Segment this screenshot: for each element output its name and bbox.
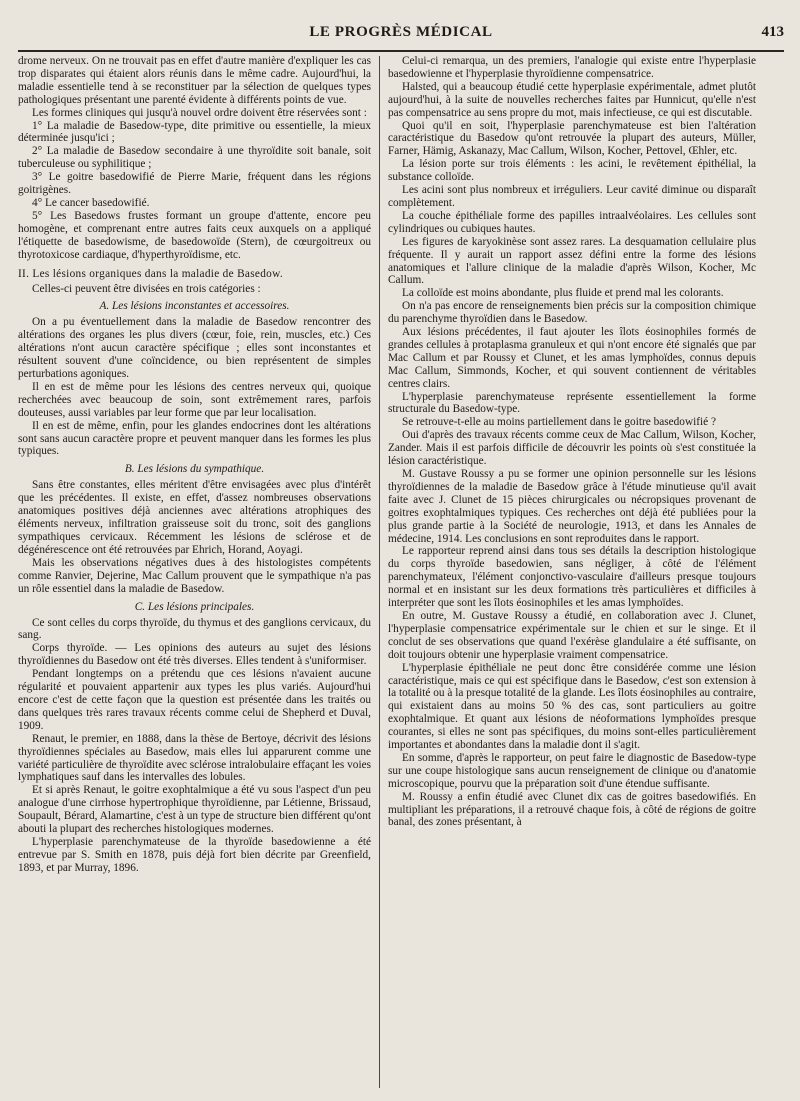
- paragraph: Il en est de même pour les lésions des centres nerveux qui, quoique recherchées avec beaucoup de soin, sont extrêmement rares, parfois douteuses, aussi variables par leur forme que par leur localisation.: [18, 380, 371, 419]
- list-item: 4° Le cancer basedowifié.: [32, 196, 150, 209]
- paragraph: Aux lésions précédentes, il faut ajouter les îlots éosinophiles formés de grandes cellules à protaplasma granuleux et qui n'ont encore été signalés que par Mac Callum et par Roussy et Clunet, et les amas lymphoïdes, connus depuis Mac Callum, Simmonds, Kocher, et qui souvent contiennent de véritables centres clairs.: [388, 326, 756, 390]
- paragraph: La lésion porte sur trois éléments : les acini, le revêtement épithélial, la substance colloïde.: [388, 158, 756, 184]
- page-number: 413: [761, 24, 784, 40]
- paragraph: L'hyperplasie épithéliale ne peut donc être considérée comme une lésion caractéristique, mais ce qui est spécifique dans le Basedow, c'est son extension à la totalité ou à la presque totalité de la glande. Les îlots éosinophiles au contraire, qui existaient dans au moins 50 % des cas, sont particuliers au goitre exophtalmique. Et quant aux lésions de néoformations lymphoïdes presque courantes, si elles ne sont pas spécifiques, du moins sont-elles particulièrement importantes et abondantes dans la maladie dont il s'agit.: [388, 661, 756, 752]
- paragraph: Celui-ci remarqua, un des premiers, l'analogie qui existe entre l'hyperplasie basedowienne et l'hyperplasie thyroïdienne compensatrice.: [388, 55, 756, 80]
- paragraph: Les formes cliniques qui jusqu'à nouvel ordre doivent être réservées sont :: [32, 106, 367, 119]
- paragraph: Les figures de karyokinèse sont assez rares. La desquamation cellulaire plus fréquente. Il y aurait un rapport assez défini entre la forme des lésions anatomiques et l'allure clinique de la maladie d'après Wilson, Kocher, Mc Callum.: [388, 235, 756, 287]
- subsection-heading: C. Les lésions principales.: [134, 600, 255, 613]
- paragraph: En somme, d'après le rapporteur, on peut faire le diagnostic de Basedow-type sur une coupe histologique sans aucun renseignement de clinique ou d'anatomie microscopique, pourvu que la préparation soit d'une étendue suffisante.: [388, 751, 756, 790]
- paragraph: Les acini sont plus nombreux et irréguliers. Leur cavité diminue ou disparaît complètement.: [388, 184, 756, 209]
- paragraph: Le rapporteur reprend ainsi dans tous ses détails la description histologique du corps thyroïde basedowien, sans négliger, à côté de l'élément parenchymateux, l'élément conjonctivo-vasculaire d'ailleurs presque toujours normal et en insistant sur les deux formations très particulières et difficiles à interpréter que sont les îlots éosinophiles et les amas lymphoïdes.: [388, 545, 756, 610]
- list-item: 2° La maladie de Basedow secondaire à une thyroïdite soit banale, soit tuberculeuse ou syphilitique ;: [18, 145, 371, 171]
- subsection-heading: B. Les lésions du sympathique.: [124, 463, 265, 476]
- list-item: 1° La maladie de Basedow-type, dite primitive ou essentielle, la mieux déterminée jusqu'ici ;: [18, 119, 371, 145]
- paragraph: La colloïde est moins abondante, plus fluide et prend mal les colorants.: [402, 287, 724, 300]
- paragraph: Corps thyroïde. — Les opinions des auteurs au sujet des lésions thyroïdiennes du Basedow ont été très diverses. Elles tendent à s'uniformiser.: [18, 642, 371, 668]
- paragraph: Celles-ci peuvent être divisées en trois catégories :: [32, 282, 261, 295]
- paragraph: Mais les observations négatives dues à des histologistes compétents comme Ranvier, Dejerine, Mac Callum prouvent que le sympathique n'a pas un rôle essentiel dans la maladie de Basedow.: [18, 556, 371, 595]
- subsection-heading: A. Les lésions inconstantes et accessoires.: [99, 300, 290, 313]
- paragraph: L'hyperplasie parenchymateuse représente essentiellement la forme structurale du Basedow-type.: [388, 390, 756, 416]
- paragraph: L'hyperplasie parenchymateuse de la thyroïde basedowienne a été entrevue par S. Smith en 1878, puis déjà fort bien décrite par Greenfield, 1893, et par Murray, 1896.: [18, 835, 371, 874]
- paragraph: Se retrouve-t-elle au moins partiellement dans le goitre basedowifié ?: [402, 416, 717, 429]
- paragraph: Il en est de même, enfin, pour les glandes endocrines dont les altérations sont sans aucun caractère propre et peuvent manquer dans les formes les plus typiques.: [18, 419, 371, 458]
- paragraph: Halsted, qui a beaucoup étudié cette hyperplasie expérimentale, admet plutôt aujourd'hui, à la suite de nouvelles recherches faites par Hunnicut, qu'elle n'est pas compensatrice au sens propre du mot, mais infectieuse, ce qui est discutable.: [388, 80, 756, 119]
- right-column: [388, 55, 756, 1095]
- section-heading: II. Les lésions organiques dans la maladie de Basedow.: [18, 267, 283, 280]
- journal-title: LE PROGRÈS MÉDICAL: [309, 24, 493, 40]
- list-item: 5° Les Basedows frustes formant un groupe d'attente, encore peu homogène, et comprenant entre autres faits ceux auxquels on a appliqué l'étiquette de basedowisme, de basedowoïde (Stern), de cœurgoitreux ou thyrotoxicose cardiaque, d'hyperthyroïdisme, etc.: [18, 209, 371, 261]
- paragraph: La couche épithéliale forme des papilles intraalvéolaires. Les cellules sont cylindriques ou cubiques hautes.: [388, 209, 756, 235]
- paragraph: M. Gustave Roussy a pu se former une opinion personnelle sur les lésions thyroïdiennes de la maladie de Basedow grâce à l'étude minutieuse qu'il avait faite avec J. Clunet de 15 pièces chirurgicales ou nécropsiques provenant de goitres exophtalmiques typiques. Ces recherches ont déjà été publiées pour la plus grande partie à la Société de neurologie, 1913, et dans les Annales de médecine, 1914. Les conclusions en sont reproduites dans le rapport.: [388, 468, 756, 545]
- paragraph: drome nerveux. On ne trouvait pas en effet d'autre manière d'expliquer les cas trop disparates qui étaient alors réunis dans le même cadre. Aujourd'hui, la maladie essentielle tend à se reconstituer par la sélection de quelques types pathologiques présentant une parenté évidente à différents points de vue.: [18, 55, 371, 106]
- paragraph: Et si après Renaut, le goitre exophtalmique a été vu sous l'aspect d'un peu analogue d'une cirrhose hypertrophique thyroïdienne, par Létienne, Brissaud, Soupault, Bérard, Alamartine, c'est à un type de structure bien différent qu'ont abouti la plupart des recherches histologiques modernes.: [18, 784, 371, 836]
- paragraph: En outre, M. Gustave Roussy a étudié, en collaboration avec J. Clunet, l'hyperplasie compensatrice expérimentale sur le chien et sur le singe. Et il conclut de ses observations que quand l'exérèse glandulaire a été suffisante, on doit toujours obtenir une hyperplasie vraiment compensatrice.: [388, 609, 756, 661]
- paragraph: On n'a pas encore de renseignements bien précis sur la composition chimique du parenchyme thyroïdien dans le Basedow.: [388, 300, 756, 326]
- column-divider: [379, 56, 380, 1088]
- paragraph: Sans être constantes, elles méritent d'être envisagées avec plus d'intérêt que les précédentes. Il existe, en effet, d'assez nombreuses observations anatomiques positives déjà anciennes avec altérations atrophiques des éléments nerveux, infiltration graisseuse soit du tronc, soit des ganglions sympathiques cervicaux. Récemment les lésions de sclérose et de dégénérescence ont été retrouvées par Ehrich, Horand, Aoyagi.: [18, 479, 371, 556]
- page-header: [18, 10, 784, 52]
- paragraph: Ce sont celles du corps thyroïde, du thymus et des ganglions cervicaux, du sang.: [18, 616, 371, 642]
- list-item: 3° Le goitre basedowifié de Pierre Marie, fréquent dans les régions goitrigènes.: [18, 171, 371, 197]
- left-column: [18, 55, 371, 1095]
- paragraph: Quoi qu'il en soit, l'hyperplasie parenchymateuse est bien l'altération caractéristique du Basedow qu'ont retrouvée la plupart des auteurs, Müller, Farner, Hämig, Askanazy, Mac Callum, Wilson, Kocher, Pettovel, Œhler, etc.: [388, 119, 756, 158]
- paragraph: On a pu éventuellement dans la maladie de Basedow rencontrer des altérations des organes les plus divers (cœur, foie, rein, muscles, etc.) Ces altérations n'ont aucun caractère spécifique ; elles sont inconstantes et résultent souvent d'une coïncidence, ou bien représentent de simples perturbations agoniques.: [18, 316, 371, 381]
- paragraph: M. Roussy a enfin étudié avec Clunet dix cas de goitres basedowifiés. En multipliant les préparations, il a retrouvé chaque fois, à côté de régions de goitre banal, des zones présentant, à: [388, 790, 756, 829]
- clinical-forms-list: [18, 120, 371, 262]
- paragraph: Oui d'après des travaux récents comme ceux de Mac Callum, Wilson, Kocher, Zander. Mais il est parfois difficile de découvrir les points où s'est constituée la lésion caractéristique.: [388, 429, 756, 468]
- paragraph: Pendant longtemps on a prétendu que ces lésions n'avaient aucune régularité et pouvaient appartenir aux types les plus variés. Aujourd'hui encore c'est de cette façon que la question est présentée dans les traités ou dans quelques très rares travaux récents comme celui de Shepherd et Duval, 1909.: [18, 668, 371, 732]
- paragraph: Renaut, le premier, en 1888, dans la thèse de Bertoye, décrivit des lésions thyroïdiennes spéciales au Basedow, mais elles lui apparurent comme une variété particulière de thyroïdite avec sclérose intralobulaire effaçant les voies lymphatiques sauf dans les intervalles des lobules.: [18, 732, 371, 784]
